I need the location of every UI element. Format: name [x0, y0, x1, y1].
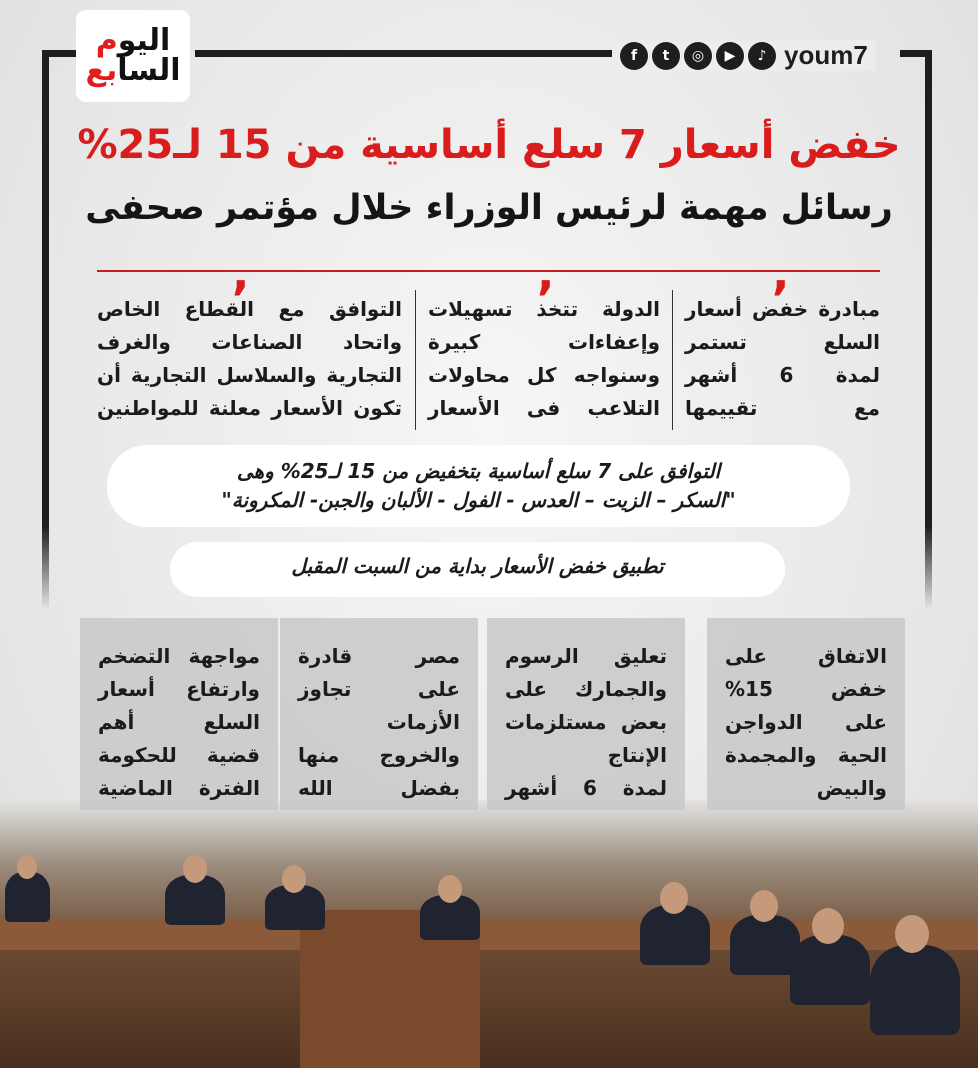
statement-2: الدولة تتخذ تسهيلات وإعفاءات كبيرة وسنواجه كل محاولات التلاعب فى الأسعار — [428, 297, 660, 420]
instagram-icon[interactable]: ◎ — [684, 42, 712, 70]
point-box: الاتفاق على خفض 15% على الدواجن الحية والمجمدة والبيض — [707, 618, 905, 810]
key-point-pill: تطبيق خفض الأسعار بداية من السبت المقبل — [170, 542, 785, 597]
column-divider — [415, 290, 416, 430]
person-head — [183, 855, 207, 883]
person-head — [895, 915, 929, 953]
twitter-icon[interactable]: t — [652, 42, 680, 70]
frame-line — [925, 50, 932, 610]
frame-line — [195, 50, 615, 57]
person-head — [438, 875, 462, 903]
point-box: مصر قادرة على تجاوز الأزمات والخروج منها بفضل الله — [280, 618, 478, 810]
brand-name: youm7 — [784, 40, 868, 70]
person-head — [812, 908, 844, 944]
tiktok-icon[interactable]: ♪ — [748, 42, 776, 70]
quote-icon: , — [772, 246, 790, 300]
cabinet-meeting-photo — [0, 800, 978, 1068]
person — [640, 905, 710, 965]
divider — [97, 270, 880, 272]
frame-line — [42, 50, 49, 610]
subheadline: رسائل مهمة لرئيس الوزراء خلال مؤتمر صحفى — [85, 188, 893, 228]
statement-1: مبادرة خفض أسعار السلع تستمر لمدة 6 أشهر مع تقييمها — [685, 297, 880, 420]
person-head — [282, 865, 306, 893]
key-point-pill: التوافق على 7 سلع أساسية بتخفيض من 15 لـ25% وهى "السكر – الزيت – العدس - الفول - الألبان والجبن- المكرونة" — [107, 445, 850, 527]
quote-icon: , — [232, 246, 250, 300]
column-divider — [672, 290, 673, 430]
headline: خفض أسعار 7 سلع أساسية من 15 لـ25% — [77, 122, 901, 168]
facebook-icon[interactable]: f — [620, 42, 648, 70]
person-head — [750, 890, 778, 922]
person — [5, 872, 50, 922]
youm7-logo: اليوم السابع — [76, 10, 190, 102]
quote-icon: , — [537, 246, 555, 300]
social-bar — [612, 40, 876, 71]
person-head — [660, 882, 688, 914]
statement-3: التوافق مع القطاع الخاص واتحاد الصناعات والغرف التجارية والسلاسل التجارية أن تكون الأسعار معلنة للمواطنين — [97, 297, 402, 420]
youtube-icon[interactable]: ▶ — [716, 42, 744, 70]
person-head — [17, 855, 37, 879]
point-box: مواجهة التضخم وارتفاع أسعار السلع أهم قضية للحكومة الفترة الماضية — [80, 618, 278, 810]
person — [870, 945, 960, 1035]
point-box: تعليق الرسوم والجمارك على بعض مستلزمات الإنتاج لمدة 6 أشهر — [487, 618, 685, 810]
person — [790, 935, 870, 1005]
